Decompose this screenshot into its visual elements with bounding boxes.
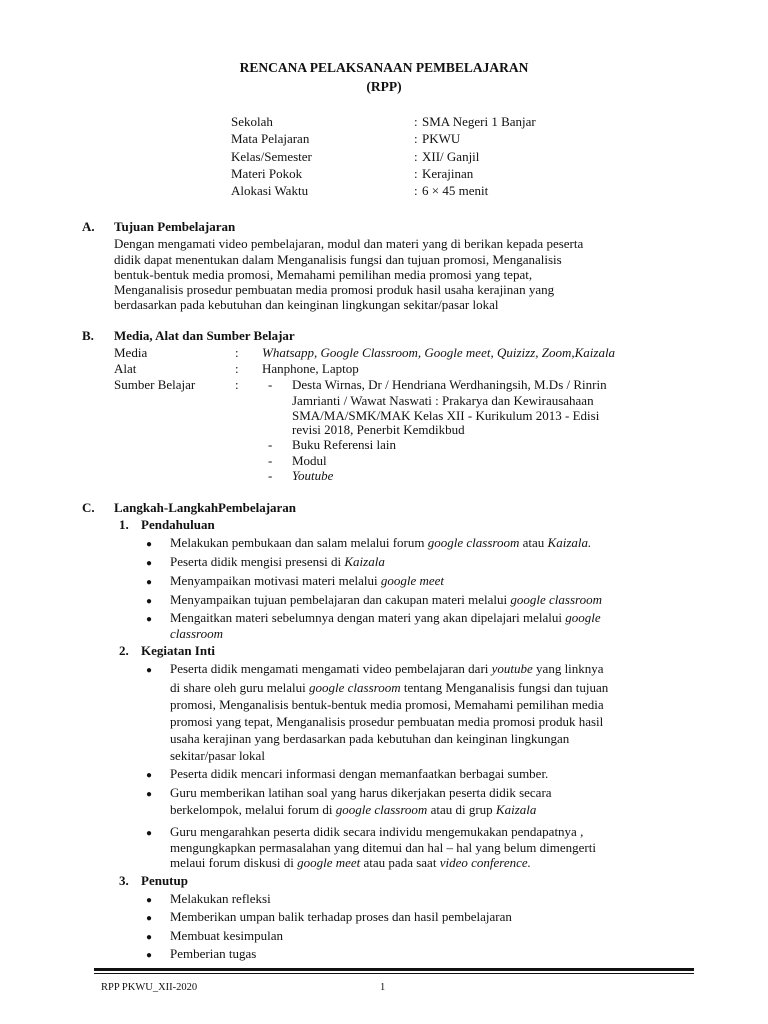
bullet-icon: ● xyxy=(146,558,153,569)
list-item: Pemberian tugas xyxy=(170,946,257,961)
step-heading: Penutup xyxy=(141,873,188,888)
info-value: 6 × 45 menit xyxy=(422,183,489,198)
info-label: Materi Pokok xyxy=(231,166,303,181)
list-item: Melakukan refleksi xyxy=(170,891,271,906)
info-colon: : xyxy=(414,131,418,146)
step-heading: Pendahuluan xyxy=(141,517,215,532)
section-letter: B. xyxy=(82,328,94,343)
list-item-line: promosi, Menganalisis bentuk-bentuk media promosi, Memahami pemilihan media xyxy=(170,697,604,712)
list-item-line: sekitar/pasar lokal xyxy=(170,748,265,763)
colon: : xyxy=(235,361,239,376)
info-colon: : xyxy=(414,149,418,164)
sumber-item: Buku Referensi lain xyxy=(292,437,396,452)
list-item: Menyampaikan tujuan pembelajaran dan cakupan materi melalui google classroom xyxy=(170,592,603,607)
bullet-icon: ● xyxy=(146,789,153,800)
alat-value: Hanphone, Laptop xyxy=(262,361,359,376)
paragraph-line: didik dapat menentukan dalam Menganalisis fungsi dan tujuan promosi, Menganalisis xyxy=(114,252,562,267)
section-heading: Tujuan Pembelajaran xyxy=(114,219,236,234)
list-item: Mengaitkan materi sebelumnya dengan materi yang akan dipelajari melalui google xyxy=(170,610,601,625)
alat-label: Alat xyxy=(114,361,137,376)
info-colon: : xyxy=(414,183,418,198)
bullet-icon: ● xyxy=(146,665,153,676)
list-item: Peserta didik mencari informasi dengan memanfaatkan berbagai sumber. xyxy=(170,766,549,781)
doc-title: RENCANA PELAKSANAAN PEMBELAJARAN xyxy=(239,60,529,75)
bullet-icon: ● xyxy=(146,539,153,550)
bullet-icon: ● xyxy=(146,895,153,906)
bullet-icon: ● xyxy=(146,932,153,943)
list-item: Guru mengarahkan peserta didik secara individu mengemukakan pendapatnya , xyxy=(170,824,584,839)
section-heading: Langkah-LangkahPembelajaran xyxy=(114,500,297,515)
list-item-line: di share oleh guru melalui google classroom tentang Menganalisis fungsi dan tujuan xyxy=(170,680,609,695)
sumber-line: revisi 2018, Penerbit Kemdikbud xyxy=(292,422,465,437)
list-item: Peserta didik mengisi presensi di Kaizala xyxy=(170,554,385,569)
list-item-line: usaha kerajinan yang berdasarkan pada kebutuhan dan keinginan lingkungan xyxy=(170,731,570,746)
sumber-line: SMA/MA/SMK/MAK Kelas XII - Kurikulum 2013 - Edisi xyxy=(292,408,600,423)
sumber-label: Sumber Belajar xyxy=(114,377,196,392)
bullet-icon: ● xyxy=(146,577,153,588)
info-value: PKWU xyxy=(422,131,461,146)
step-number: 1. xyxy=(119,517,129,532)
dash-marker: - xyxy=(268,377,273,392)
info-colon: : xyxy=(414,166,418,181)
paragraph-line: bentuk-bentuk media promosi, Memahami pemilihan media promosi yang tepat, xyxy=(114,267,533,282)
list-item-line: berkelompok, melalui forum di google classroom atau di grup Kaizala xyxy=(170,802,537,817)
dash-marker: - xyxy=(268,453,273,468)
bullet-icon: ● xyxy=(146,828,153,839)
footer-rule xyxy=(94,968,694,971)
sumber-line: Jamrianti / Wawat Naswati : Prakarya dan Kewirausahaan xyxy=(292,393,594,408)
page-number: 1 xyxy=(380,982,386,993)
info-colon: : xyxy=(414,114,418,129)
doc-subtitle: (RPP) xyxy=(366,79,402,94)
step-number: 3. xyxy=(119,873,129,888)
colon: : xyxy=(235,345,239,360)
colon: : xyxy=(235,377,239,392)
info-label: Mata Pelajaran xyxy=(231,131,310,146)
list-item: Memberikan umpan balik terhadap proses dan hasil pembelajaran xyxy=(170,909,512,924)
section-letter: A. xyxy=(82,219,95,234)
bullet-icon: ● xyxy=(146,913,153,924)
footer-rule-thin xyxy=(94,973,694,974)
bullet-icon: ● xyxy=(146,950,153,961)
bullet-icon: ● xyxy=(146,614,153,625)
list-item: Membuat kesimpulan xyxy=(170,928,284,943)
info-value: Kerajinan xyxy=(422,166,474,181)
list-item-continued: classroom xyxy=(170,626,223,641)
sumber-item: Youtube xyxy=(292,468,334,483)
info-value: XII/ Ganjil xyxy=(422,149,480,164)
paragraph-line: Menganalisis prosedur pembuatan media promosi produk hasil usaha kerajinan yang xyxy=(114,282,555,297)
paragraph-line: Dengan mengamati video pembelajaran, modul dan materi yang di berikan kepada peserta xyxy=(114,236,584,251)
media-label: Media xyxy=(114,345,148,360)
list-item-line: mengungkapkan permasalahan yang ditemui dan hal – hal yang belum dimengerti xyxy=(170,840,596,855)
bullet-icon: ● xyxy=(146,596,153,607)
info-value: SMA Negeri 1 Banjar xyxy=(422,114,536,129)
section-letter: C. xyxy=(82,500,95,515)
list-item: Peserta didik mengamati mengamati video pembelajaran dari youtube yang linknya xyxy=(170,661,604,676)
list-item-line: promosi yang tepat, Menganalisis prosedur pembuatan media promosi produk hasil xyxy=(170,714,604,729)
info-label: Sekolah xyxy=(231,114,273,129)
dash-marker: - xyxy=(268,468,273,483)
bullet-icon: ● xyxy=(146,770,153,781)
footer-doc-code: RPP PKWU_XII-2020 xyxy=(101,982,198,993)
paragraph-line: berdasarkan pada kebutuhan dan keinginan lingkungan sekitar/pasar lokal xyxy=(114,297,499,312)
section-heading: Media, Alat dan Sumber Belajar xyxy=(114,328,295,343)
dash-marker: - xyxy=(268,437,273,452)
step-number: 2. xyxy=(119,643,129,658)
sumber-line: Desta Wirnas, Dr / Hendriana Werdhaningsih, M.Ds / Rinrin xyxy=(292,377,607,392)
info-label: Alokasi Waktu xyxy=(231,183,309,198)
media-value: Whatsapp, Google Classroom, Google meet, Quizizz, Zoom,Kaizala xyxy=(262,345,616,360)
list-item: Guru memberikan latihan soal yang harus dikerjakan peserta didik secara xyxy=(170,785,552,800)
step-heading: Kegiatan Inti xyxy=(141,643,216,658)
sumber-item: Modul xyxy=(292,453,327,468)
list-item: Melakukan pembukaan dan salam melalui forum google classroom atau Kaizala. xyxy=(170,535,592,550)
info-label: Kelas/Semester xyxy=(231,149,312,164)
list-item-line: melaui forum diskusi di google meet atau pada saat video conference. xyxy=(170,855,531,870)
list-item: Menyampaikan motivasi materi melalui google meet xyxy=(170,573,445,588)
